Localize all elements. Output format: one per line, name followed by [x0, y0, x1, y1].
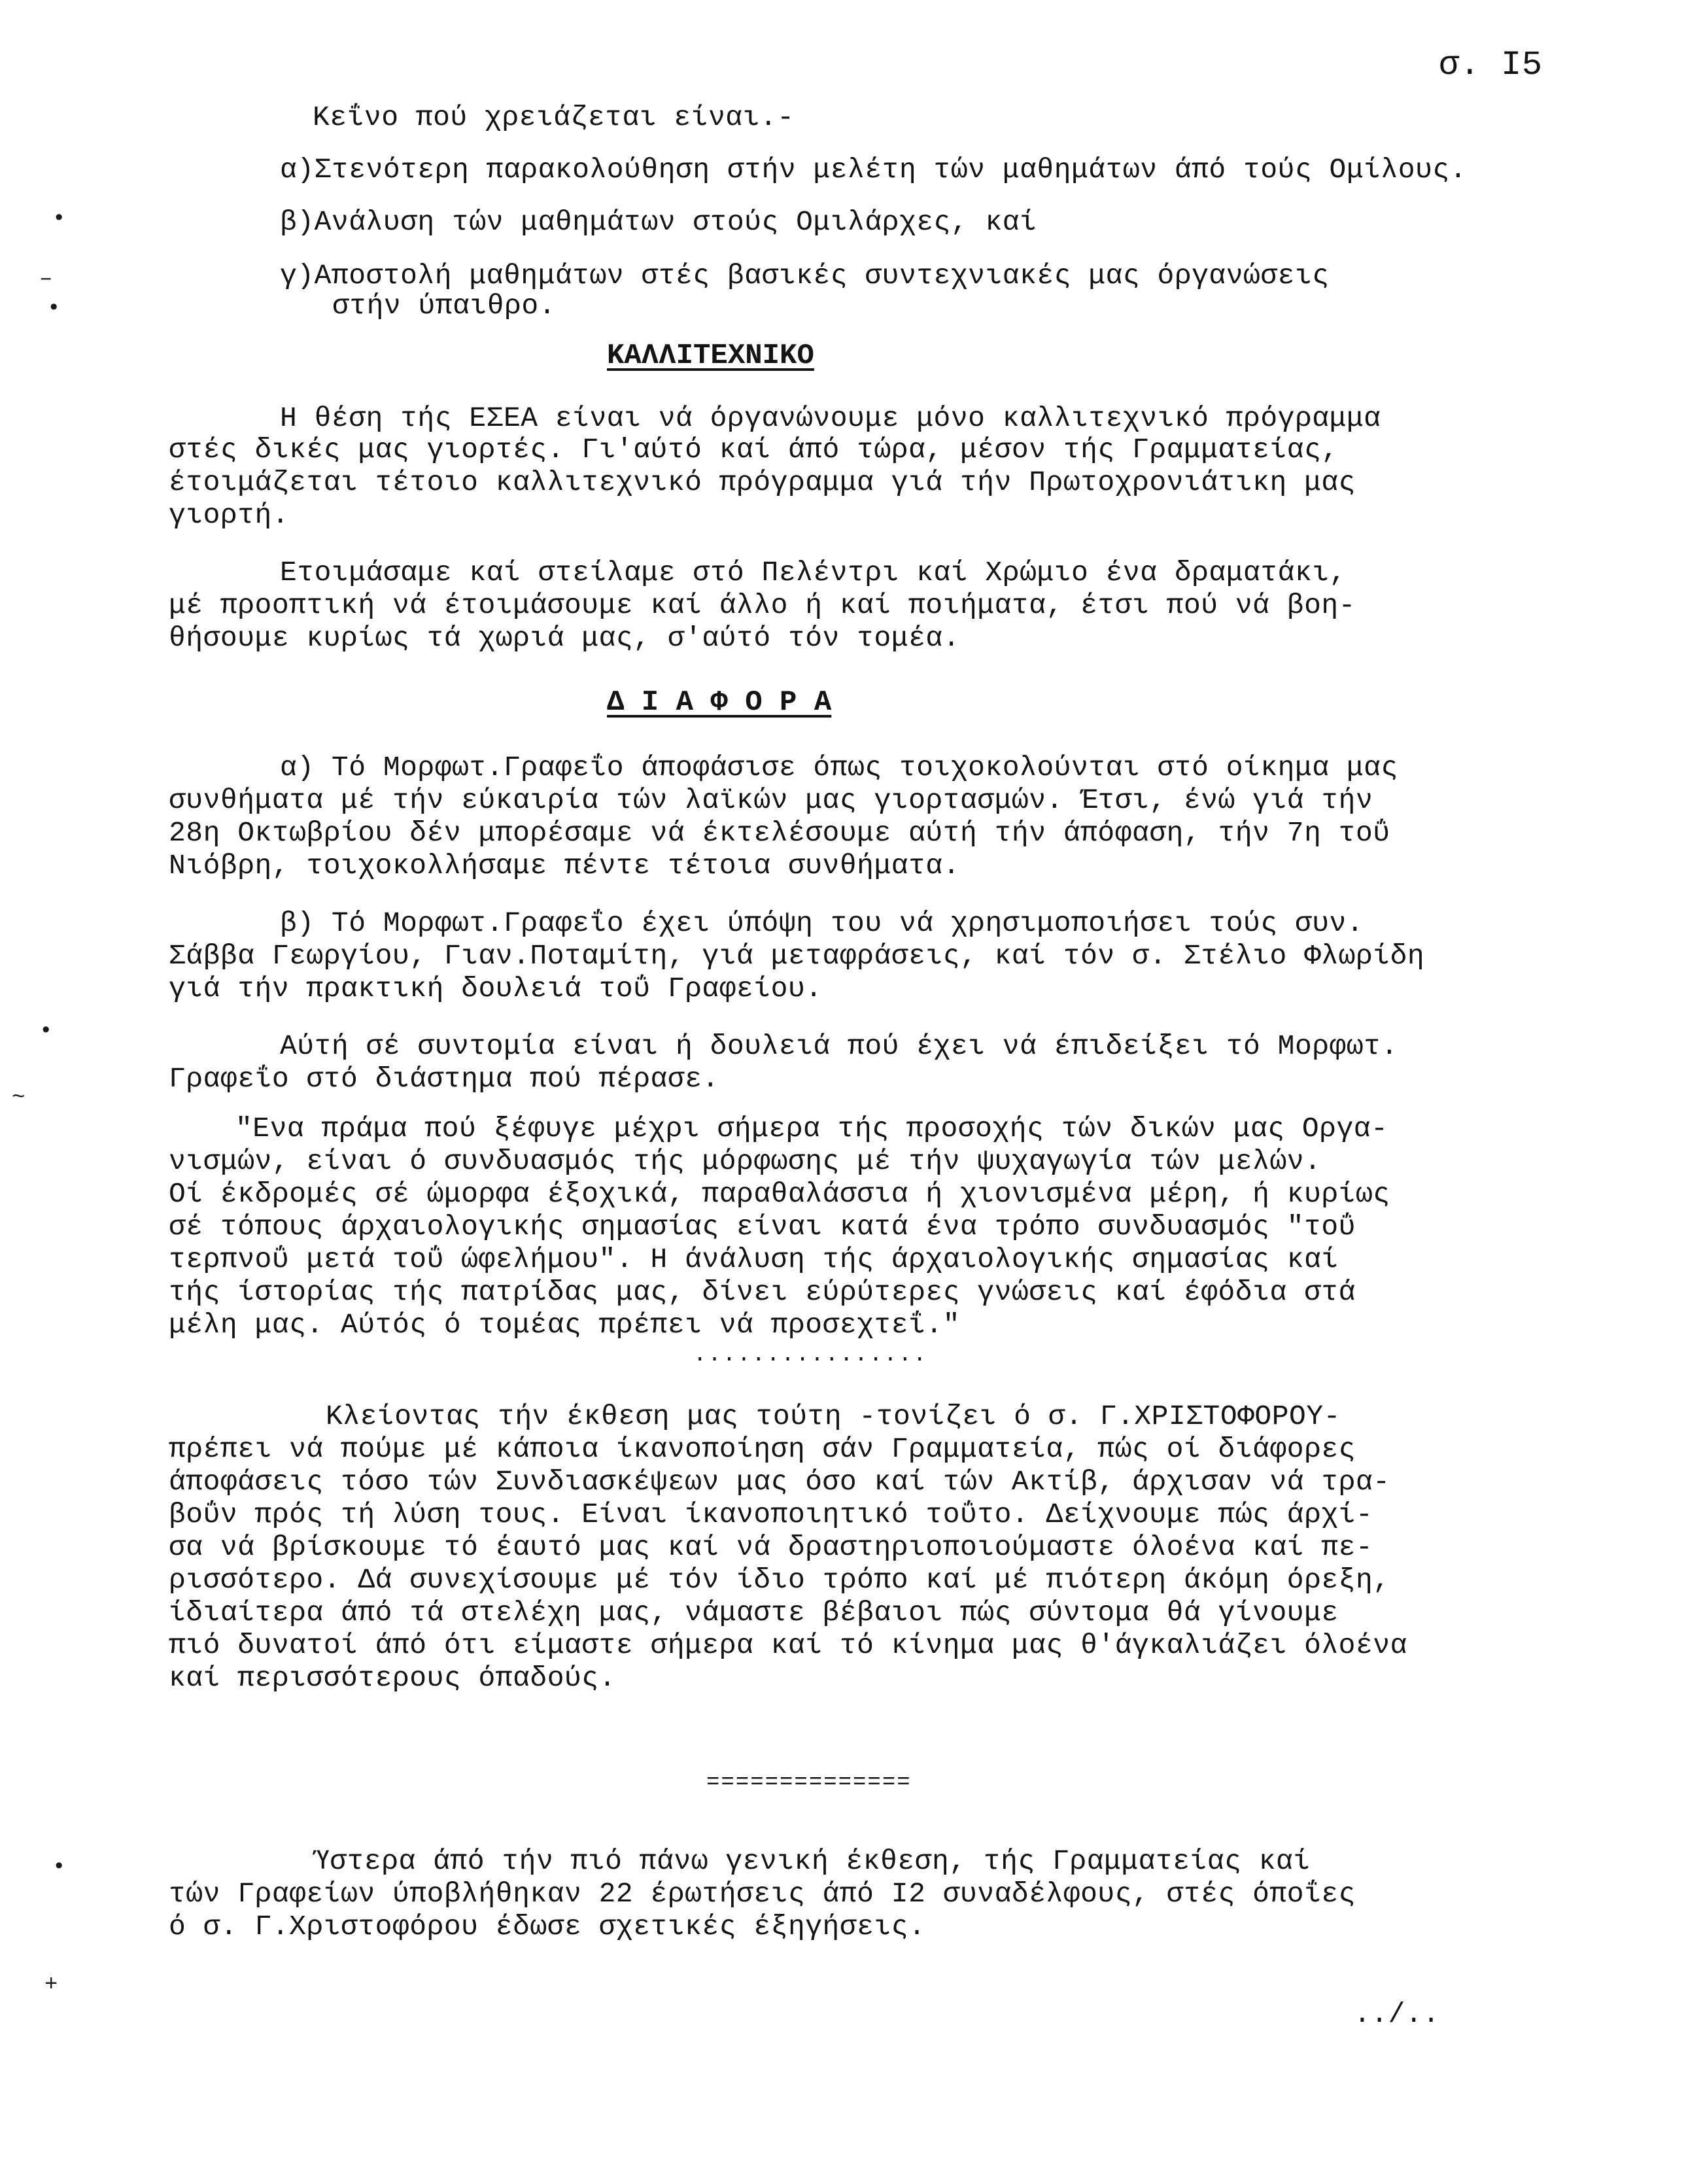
- quote-line-3: Οί έκδρομές σέ ώμορφα έξοχικά, παραθαλάσσια ή χιονισμένα μέρη, ή κυρίως: [169, 1178, 1390, 1210]
- diafora-a-line-4: Νιόβρη, τοιχοκολλήσαμε πέντε τέτοια συνθήματα.: [169, 850, 960, 882]
- intro-item-c: γ)Αποστολή μαθημάτων στές βασικές συντεχνιακές μας όργανώσεις: [280, 260, 1330, 292]
- kallitexniko-line-4: γιορτή.: [169, 499, 290, 531]
- intro-item-c-cont: στήν ύπαιθρο.: [332, 290, 556, 322]
- closing-line-5: σα νά βρίσκουμε τό έαυτό μας καί νά δραστηριοποιούμαστε όλοένα καί πε-: [169, 1531, 1373, 1563]
- intro-item-b: β)Ανάλυση τών μαθημάτων στούς Ομιλάρχες, καί: [280, 206, 1037, 238]
- diafora-a-line-2: συνθήματα μέ τήν εύκαιρία τών λαϊκών μας γιορτασμών. Έτσι, ένώ γιά τήν: [169, 784, 1373, 816]
- closing-line-4: βοΰν πρός τή λύση τους. Είναι ίκανοποιητικό τοΰτο. Δείχνουμε πώς άρχί-: [169, 1499, 1373, 1531]
- quote-line-7: μέλη μας. Αύτός ό τομέας πρέπει νά προσεχτεΐ.": [169, 1309, 960, 1341]
- separator-dots: ................: [693, 1343, 928, 1368]
- diafora-b-line-2: Σάββα Γεωργίου, Γιαν.Ποταμίτη, γιά μεταφράσεις, καί τόν σ. Στέλιο Φλωρίδη: [169, 940, 1425, 972]
- closing-line-1: Κλείοντας τήν έκθεση μας τούτη -τονίζει ό σ. Γ.ΧΡΙΣΤΟΦΟΡΟΥ-: [326, 1400, 1341, 1432]
- quote-line-6: τής ίστορίας τής πατρίδας μας, δίνει εύρύτερες γνώσεις καί έφόδια στά: [169, 1276, 1356, 1308]
- quote-line-1: "Ενα πράμα πού ξέφυγε μέχρι σήμερα τής προσοχής τών δικών μας Οργα-: [235, 1113, 1388, 1145]
- heading-diafora: Δ Ι Α Φ Ο Ρ Α: [607, 686, 832, 719]
- diafora-c-line-1: Αύτή σέ συντομία είναι ή δουλειά πού έχει νά έπιδείξει τό Μορφωτ.: [280, 1030, 1398, 1062]
- margin-speck: •: [52, 1855, 66, 1880]
- diafora-b-line-3: γιά τήν πρακτική δουλειά τοΰ Γραφείου.: [169, 973, 823, 1005]
- kallitexniko-line-7: θήσουμε κυρίως τά χωριά μας, σ'αύτό τόν τομέα.: [169, 622, 960, 654]
- quote-line-5: τερπνοΰ μετά τοΰ ώφελήμου". Η άνάλυση τής άρχαιολογικής σημασίας καί: [169, 1243, 1339, 1275]
- closing-line-6: ρισσότερο. Δά συνεχίσουμε μέ τόν ίδιο τρόπο καί μέ πιότερη άκόμη όρεξη,: [169, 1564, 1390, 1596]
- margin-speck: –: [39, 267, 53, 292]
- diafora-a-line-3: 28η Οκτωβρίου δέν μπορέσαμε νά έκτελέσουμε αύτή τήν άπόφαση, τήν 7η τοΰ: [169, 817, 1390, 849]
- closing-line-3: άποφάσεις τόσο τών Συνδιασκέψεων μας όσο καί τών Ακτίβ, άρχισαν νά τρα-: [169, 1466, 1390, 1498]
- kallitexniko-line-2: στές δικές μας γιορτές. Γι'αύτό καί άπό τώρα, μέσον τής Γραμματείας,: [169, 434, 1339, 466]
- kallitexniko-line-6: μέ προοπτική νά έτοιμάσουμε καί άλλο ή καί ποιήματα, έτσι πού νά βοη-: [169, 589, 1356, 621]
- margin-speck: •: [39, 1019, 53, 1044]
- quote-line-2: νισμών, είναι ό συνδυασμός τής μόρφωσης μέ τήν ψυχαγωγία τών μελών.: [169, 1145, 1322, 1177]
- diafora-a-line-1: α) Τό Μορφωτ.Γραφεΐο άποφάσισε όπως τοιχοκολούνται στό οίκημα μας: [280, 752, 1398, 784]
- diafora-b-line-1: β) Τό Μορφωτ.Γραφεΐο έχει ύπόψη του νά χρησιμοποιήσει τούς συν.: [280, 907, 1364, 939]
- closing-line-2: πρέπει νά πούμε μέ κάποια ίκανοποίηση σάν Γραμματεία, πώς οί διάφορες: [169, 1433, 1356, 1465]
- separator-equals: ==============: [706, 1771, 912, 1795]
- margin-speck: •: [47, 296, 61, 321]
- closing-line-9: καί περισσότερους όπαδούς.: [169, 1662, 616, 1694]
- final-line-3: ό σ. Γ.Χριστοφόρου έδωσε σχετικές έξηγήσεις.: [169, 1911, 926, 1943]
- final-line-1: Ύστερα άπό τήν πιό πάνω γενική έκθεση, τής Γραμματείας καί: [313, 1845, 1311, 1877]
- heading-kallitexniko: ΚΑΛΛΙΤΕΧΝΙΚΟ: [607, 339, 814, 372]
- intro-item-a: α)Στενότερη παρακολούθηση στήν μελέτη τών μαθημάτων άπό τούς Ομίλους.: [280, 154, 1467, 186]
- margin-speck: +: [44, 1973, 58, 1998]
- diafora-c-line-2: Γραφεΐο στό διάστημα πού πέρασε.: [169, 1063, 719, 1095]
- kallitexniko-line-3: έτοιμάζεται τέτοιο καλλιτεχνικό πρόγραμμα γιά τήν Πρωτοχρονιάτικη μας: [169, 466, 1356, 498]
- page-number: σ. Ι5: [1439, 46, 1543, 84]
- quote-line-4: σέ τόπους άρχαιολογικής σημασίας είναι κατά ένα τρόπο συνδυασμός "τοΰ: [169, 1211, 1356, 1243]
- final-line-2: τών Γραφείων ύποβλήθηκαν 22 έρωτήσεις άπό Ι2 συναδέλφους, στές όποΐες: [169, 1878, 1356, 1910]
- continuation-mark: ../..: [1354, 1998, 1440, 2030]
- margin-speck: •: [52, 207, 66, 232]
- intro-lead: Κεΐνο πού χρειάζεται είναι.-: [313, 101, 795, 133]
- closing-line-8: πιό δυνατοί άπό ότι είμαστε σήμερα καί τό κίνημα μας θ'άγκαλιάζει όλοένα: [169, 1629, 1407, 1661]
- margin-speck: ~: [12, 1086, 26, 1111]
- closing-line-7: ίδιαίτερα άπό τά στελέχη μας, νάμαστε βέβαιοι πώς σύντομα θά γίνουμε: [169, 1597, 1339, 1629]
- kallitexniko-line-5: Ετοιμάσαμε καί στείλαμε στό Πελέντρι καί Χρώμιο ένα δραματάκι,: [280, 557, 1347, 589]
- kallitexniko-line-1: Η θέση τής ΕΣΕΑ είναι νά όργανώνουμε μόνο καλλιτεχνικό πρόγραμμα: [280, 402, 1381, 434]
